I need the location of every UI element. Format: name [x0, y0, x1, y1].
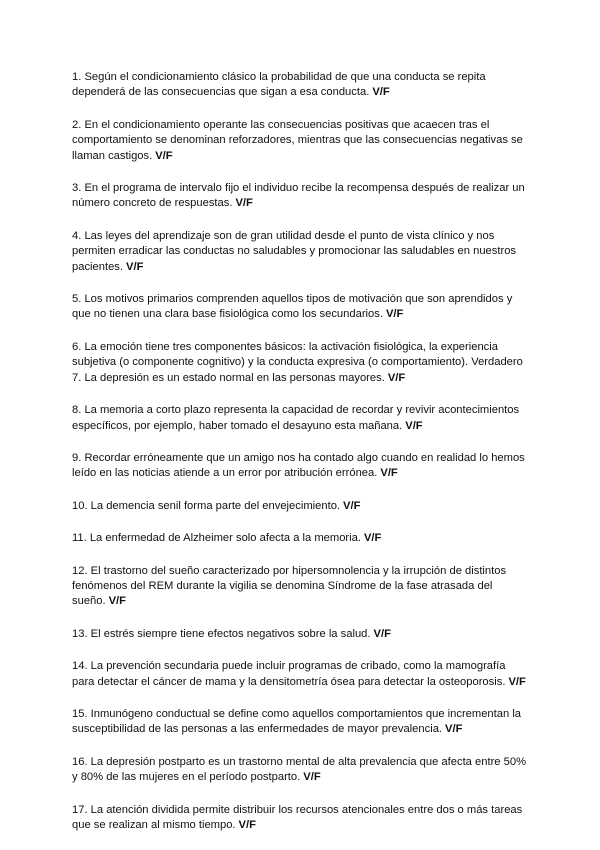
question-10 [72, 499, 528, 514]
document-page [72, 70, 528, 850]
question-15 [72, 707, 528, 738]
true-false-marker: V/F [238, 819, 256, 831]
question-text: 6. La emoción tiene tres componentes básicos: la activación fisiológica, la experiencia subjetiva (o componente cognitivo) y la conducta expresiva (o comportamiento). Verdadero [72, 340, 523, 369]
question-2 [72, 118, 528, 164]
question-text: 1. Según el condicionamiento clásico la probabilidad de que una conducta se repita dependerá de las consecuencias que sigan a esa conducta. [72, 71, 486, 99]
question-7 [72, 371, 528, 386]
question-text: 7. La depresión es un estado normal en las personas mayores. [72, 371, 385, 384]
true-false-marker: V/F [385, 308, 404, 321]
true-false-marker: V/F [108, 595, 126, 608]
question-8 [72, 403, 528, 434]
question-text: 3. En el programa de intervalo fijo el individuo recibe la recompensa después de realizar un número concreto de respuestas. [72, 182, 525, 210]
question-text: 11. La enfermedad de Alzheimer solo afecta a la memoria. [72, 532, 361, 545]
true-false-marker: V/F [405, 419, 423, 432]
question-13 [72, 627, 528, 642]
true-false-marker: V/F [372, 86, 390, 99]
question-text: 4. Las leyes del aprendizaje son de gran utilidad desde el punto de vista clínico y nos permiten erradicar las conductas no saludables y promocionar las saludables en nuestros pacientes. [72, 229, 517, 273]
true-false-marker: V/F [445, 723, 463, 736]
question-text: 15. Inmunógeno conductual se define como aquellos comportamientos que incrementan la susceptibilidad de las personas a las enfermedades de mayor prevalencia. [72, 707, 522, 736]
question-text: 14. La prevención secundaria puede incluir programas de cribado, como la mamografía para detectar el cáncer de mama y la densitometría ósea para detectar la osteoporosis. [72, 660, 506, 688]
true-false-marker: V/F [508, 675, 526, 688]
true-false-marker: V/F [380, 467, 398, 480]
true-false-marker: V/F [387, 371, 406, 384]
question-9 [72, 451, 528, 482]
true-false-marker: V/F [235, 197, 253, 210]
question-text: 16. La depresión postparto es un trastorno mental de alta prevalencia que afecta entre 50% y 80% de las mujeres en el período postparto. [72, 755, 527, 784]
question-12 [72, 564, 528, 610]
question-3 [72, 181, 528, 212]
question-text: 12. El trastorno del sueño caracterizado por hipersomnolencia y la irrupción de distintos fenómenos del REM durante la vigilia se denomina Síndrome de la fase atrasada del sueño. [72, 564, 507, 608]
true-false-marker: V/F [155, 149, 173, 162]
question-14 [72, 659, 528, 690]
question-text: 10. La demencia senil forma parte del envejecimiento. [72, 499, 341, 512]
question-text: 8. La memoria a corto plazo representa la capacidad de recordar y revivir acontecimientos específicos, por ejemplo, haber tomado el desayuno esta mañana. [72, 404, 520, 432]
question-text: 2. En el condicionamiento operante las consecuencias positivas que acaecen tras el comportamiento se denominan reforzadores, mientras que las consecuencias negativas se llaman castigos. [72, 118, 523, 162]
true-false-marker: V/F [303, 771, 321, 784]
question-text: 17. La atención dividida permite distribuir los recursos atencionales entre dos o más tareas que se realizan al mismo tiempo. [72, 803, 523, 831]
question-text: 13. El estrés siempre tiene efectos negativos sobre la salud. [72, 627, 371, 640]
true-false-marker: V/F [126, 260, 144, 273]
question-4 [72, 229, 528, 275]
question-1 [72, 70, 528, 101]
true-false-marker: V/F [343, 499, 361, 512]
question-17 [72, 803, 528, 834]
question-text: 9. Recordar erróneamente que un amigo nos ha contado algo cuando en realidad lo hemos leído en las noticias atiende a un error por atribución errónea. [72, 451, 525, 480]
question-6 [72, 340, 528, 371]
true-false-marker: V/F [363, 532, 382, 545]
true-false-marker: V/F [373, 627, 391, 640]
question-text: 5. Los motivos primarios comprenden aquellos tipos de motivación que son aprendidos y que no tienen una clara base fisiológica como los secundarios. [72, 293, 513, 321]
question-5 [72, 292, 528, 323]
question-16 [72, 755, 528, 786]
question-11 [72, 531, 528, 546]
